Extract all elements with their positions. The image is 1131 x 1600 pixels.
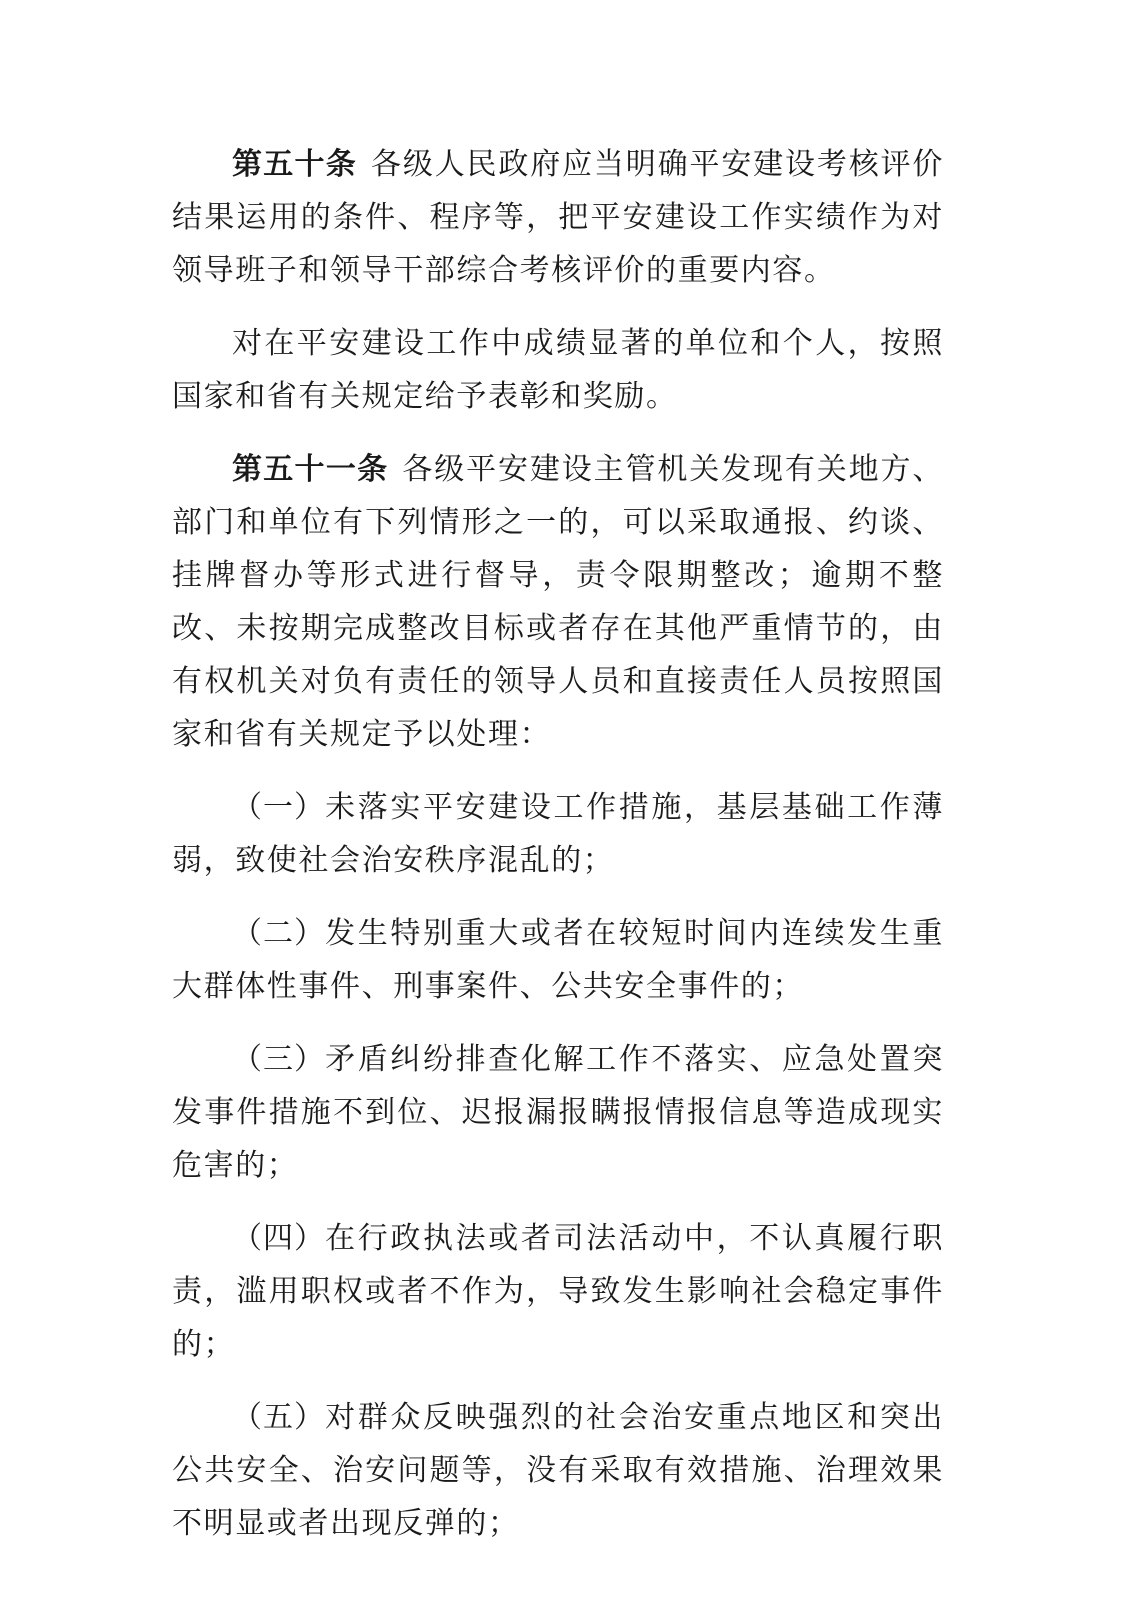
- article-51-text: 各级平安建设主管机关发现有关地方、部门和单位有下列情形之一的，可以采取通报、约谈、挂牌督办等形式进行督导，责令限期整改；逾期不整改、未按期完成整改目标或者存在其他严重情节的，由有权机关对负有责任的领导人员和直接责任人员按照国家和省有关规定予以处理：: [172, 452, 945, 752]
- article-50-number: 第五十条: [232, 147, 357, 182]
- article-51-item-1: [172, 781, 944, 887]
- article-51-number: 第五十一条: [232, 452, 389, 487]
- item-5-text: 对群众反映强烈的社会治安重点地区和突出公共安全、治安问题等，没有采取有效措施、治理效果不明显或者出现反弹的；: [172, 1400, 945, 1541]
- item-1-text: 未落实平安建设工作措施，基层基础工作薄弱，致使社会治安秩序混乱的；: [172, 790, 945, 878]
- item-2-number: （二）: [232, 916, 326, 951]
- item-1-number: （一）: [232, 790, 326, 825]
- item-5-number: （五）: [232, 1400, 326, 1435]
- item-2-text: 发生特别重大或者在较短时间内连续发生重大群体性事件、刑事案件、公共安全事件的；: [172, 916, 945, 1004]
- article-51-item-2: [172, 907, 944, 1013]
- item-4-number: （四）: [232, 1221, 326, 1256]
- article-50-paragraph: [172, 138, 944, 297]
- article-50-text: 各级人民政府应当明确平安建设考核评价结果运用的条件、程序等，把平安建设工作实绩作为对领导班子和领导干部综合考核评价的重要内容。: [172, 147, 944, 288]
- item-3-number: （三）: [232, 1042, 326, 1077]
- article-51-paragraph: [172, 443, 944, 761]
- article-51-item-4: [172, 1212, 944, 1371]
- document-body: [172, 138, 944, 1570]
- article-50-para2-text: 对在平安建设工作中成绩显著的单位和个人，按照国家和省有关规定给予表彰和奖励。: [172, 326, 944, 414]
- article-51-item-3: [172, 1033, 944, 1192]
- article-51-item-5: [172, 1391, 944, 1550]
- article-50-paragraph-2: [172, 317, 944, 423]
- item-3-text: 矛盾纠纷排查化解工作不落实、应急处置突发事件措施不到位、迟报漏报瞒报情报信息等造成现实危害的；: [172, 1042, 945, 1183]
- item-4-text: 在行政执法或者司法活动中，不认真履行职责，滥用职权或者不作为，导致发生影响社会稳定事件的；: [172, 1221, 945, 1362]
